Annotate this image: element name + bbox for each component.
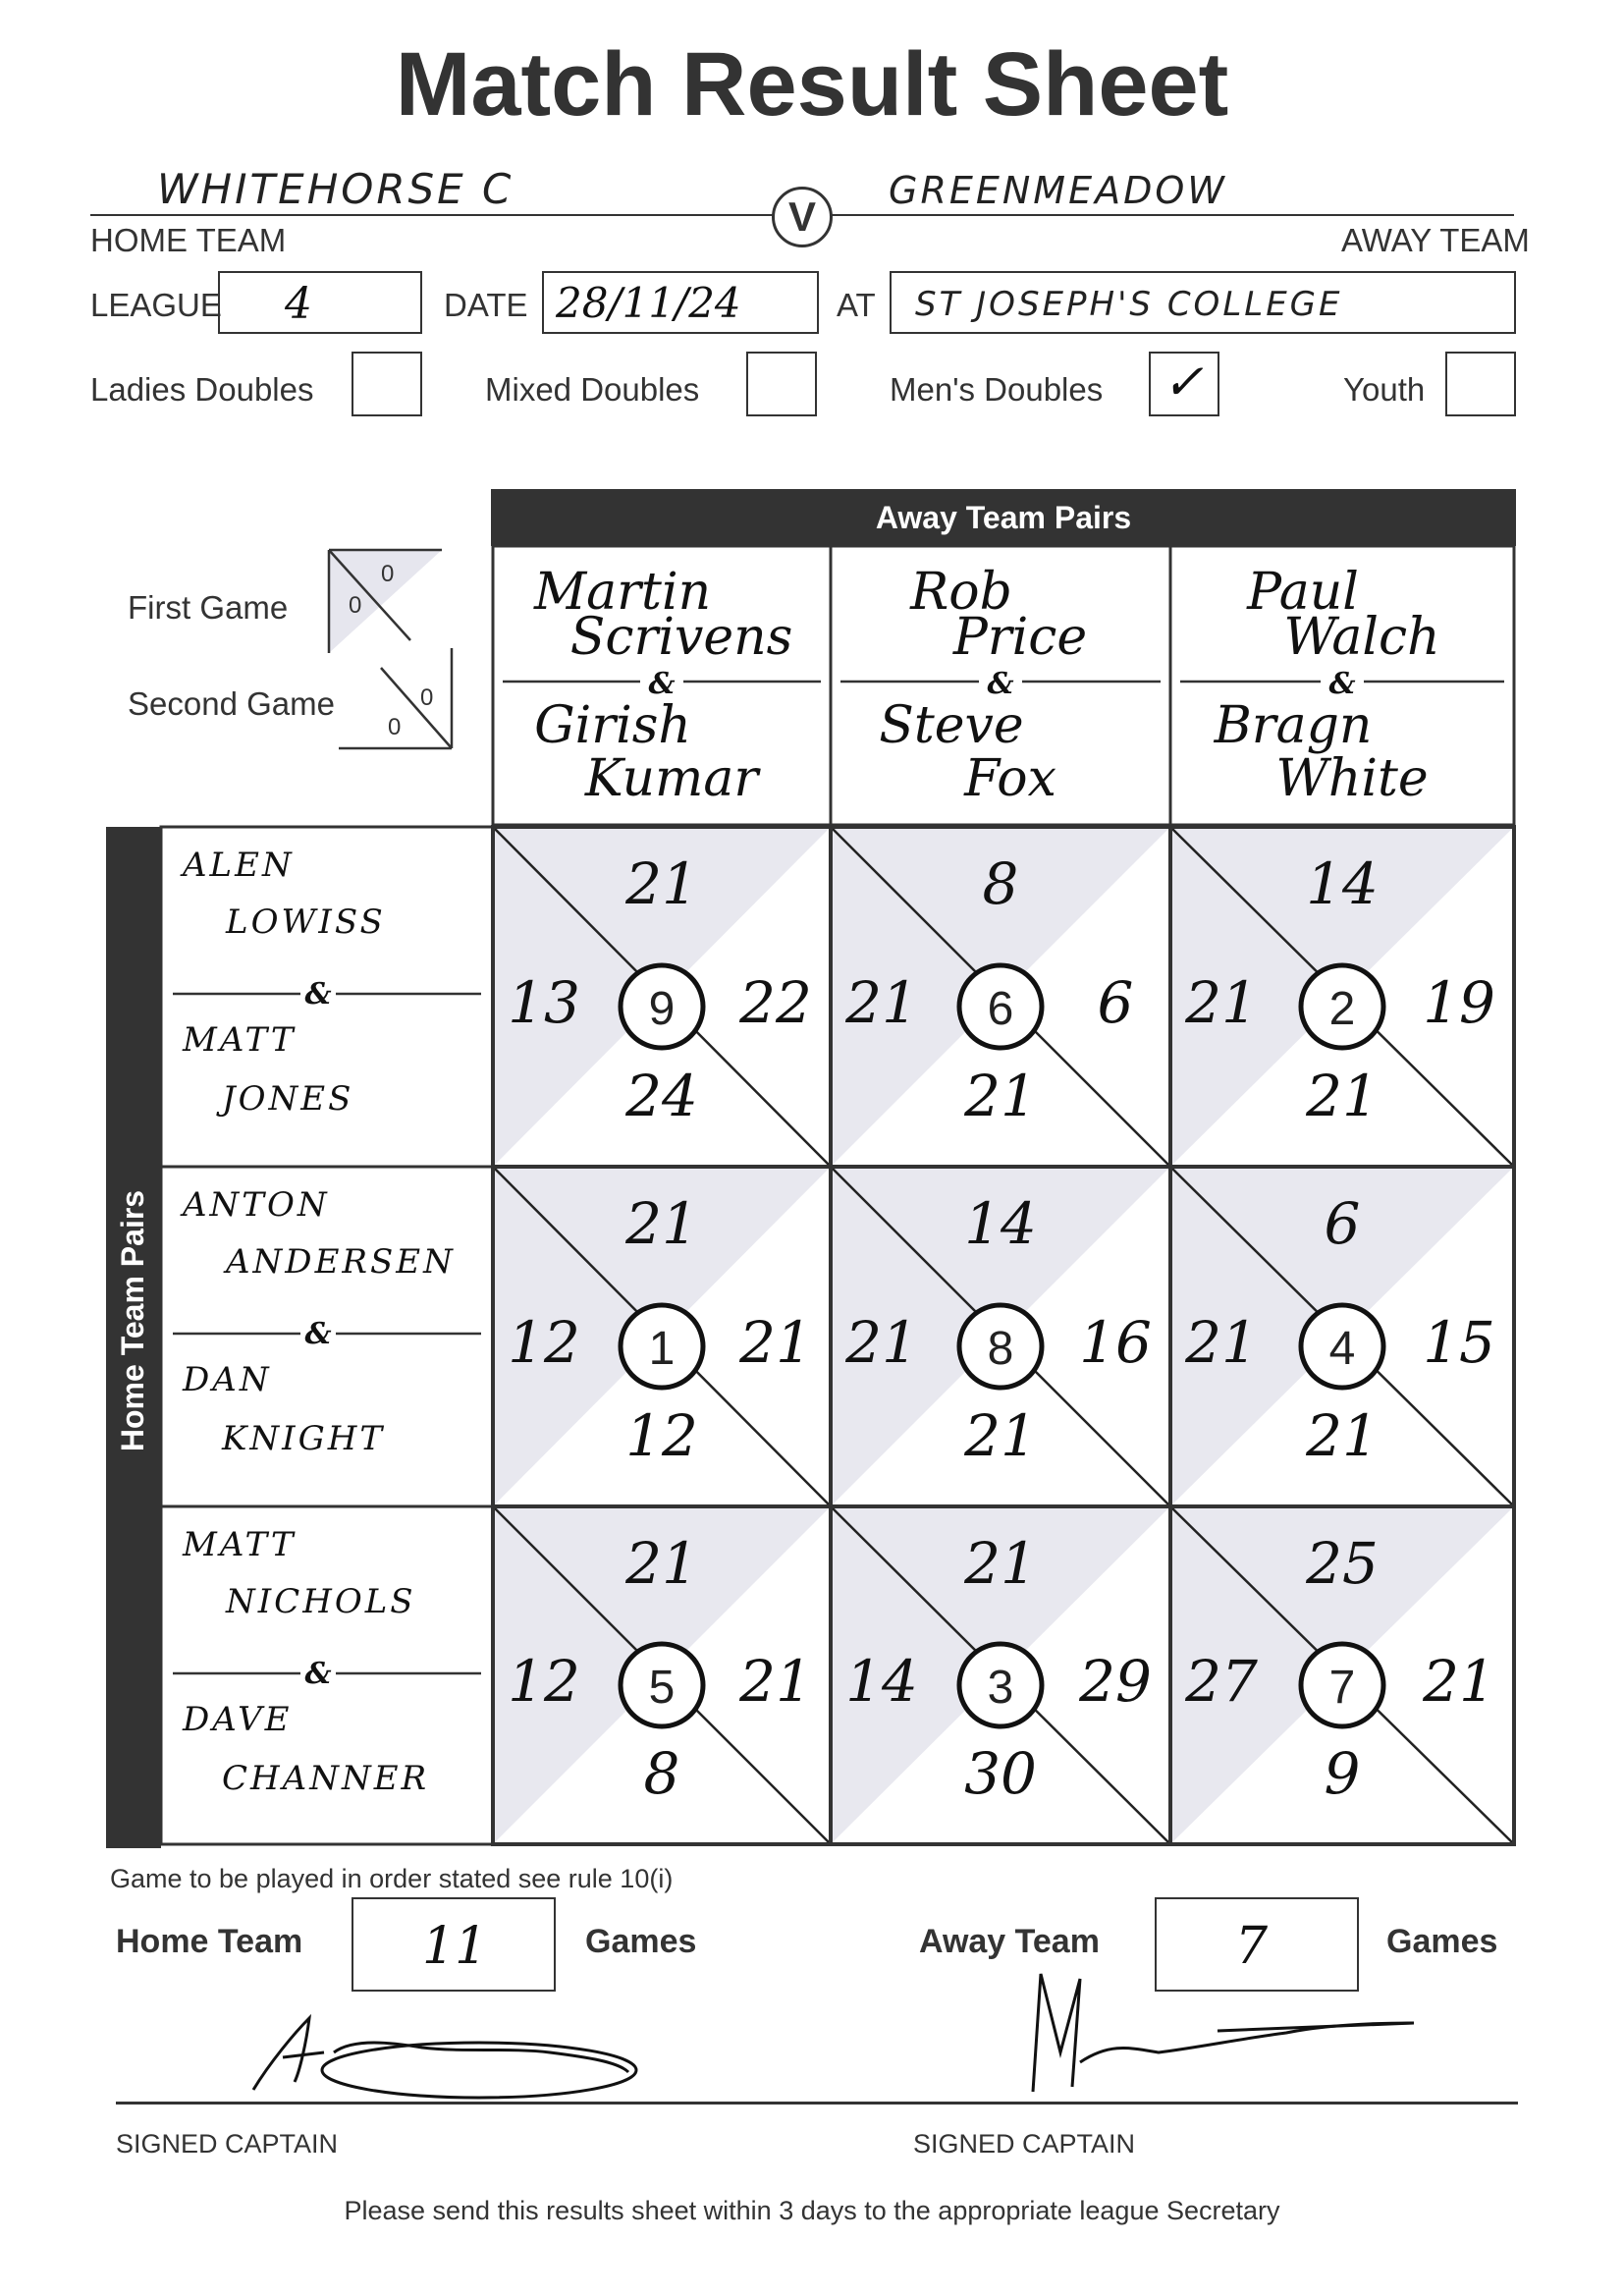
home-games-field[interactable]	[352, 1897, 556, 1992]
second-game-legend-icon	[339, 648, 452, 748]
first-game-home-score: 14	[1306, 850, 1379, 917]
rule-note: Game to be played in order stated see rule 10(i)	[110, 1864, 674, 1893]
away-pair-player2: Girish	[534, 696, 691, 755]
away-pair-ampersand: &	[1328, 667, 1356, 701]
home-team-label: HOME TEAM	[90, 222, 287, 258]
home-pair-player2-surname: CHANNER	[222, 1759, 430, 1798]
away-pair-player2-surname: White	[1275, 749, 1429, 808]
away-team-label: AWAY TEAM	[1341, 222, 1530, 258]
home-games-value: 11	[422, 1917, 488, 1976]
home-team-games-label: Home Team	[116, 1923, 303, 1960]
versus-badge: V	[772, 187, 833, 247]
ladies-doubles-label: Ladies Doubles	[90, 371, 314, 408]
legend-first-zero-top: 0	[381, 561, 395, 587]
home-pair-player2: DAVE	[183, 1700, 293, 1739]
away-pair-player2: Bragn	[1214, 696, 1373, 755]
away-signed-captain-label: SIGNED CAPTAIN	[913, 2129, 1136, 2159]
game-order-number: 5	[648, 1662, 676, 1714]
second-game-away-score: 21	[964, 1402, 1037, 1469]
first-game-away-score: 21	[1185, 1309, 1258, 1376]
away-team-pairs-heading: Away Team Pairs	[875, 500, 1132, 535]
second-game-home-score: 22	[739, 969, 812, 1036]
first-game-home-score: 14	[964, 1190, 1037, 1257]
home-pair-player2: MATT	[183, 1020, 297, 1060]
second-game-away-score: 21	[964, 1063, 1037, 1129]
away-games-field[interactable]	[1155, 1897, 1359, 1992]
game-order-number: 4	[1328, 1323, 1356, 1375]
first-game-legend-icon	[329, 550, 442, 653]
game-order-number: 2	[1328, 983, 1356, 1035]
home-pair-ampersand: &	[304, 1657, 332, 1691]
second-game-home-score: 16	[1079, 1309, 1152, 1376]
game-order-number: 7	[1328, 1662, 1356, 1714]
first-game-home-score: 21	[625, 850, 698, 917]
away-team-games-label: Away Team	[919, 1923, 1100, 1960]
second-game-home-score: 19	[1423, 969, 1495, 1036]
home-pair-ampersand: &	[304, 1317, 332, 1351]
first-game-away-score: 21	[845, 969, 918, 1036]
second-game-away-score: 21	[1306, 1402, 1379, 1469]
first-game-away-score: 12	[508, 1648, 580, 1715]
away-pair-player2-surname: Fox	[964, 749, 1056, 808]
first-game-away-score: 21	[845, 1309, 918, 1376]
away-pair-ampersand: &	[987, 667, 1014, 701]
second-game-away-score: 21	[1306, 1063, 1379, 1129]
home-pair-player1-surname: ANDERSEN	[226, 1242, 456, 1282]
home-pair-player1-surname: NICHOLS	[226, 1582, 416, 1621]
away-pair-player2: Steve	[879, 696, 1024, 755]
league-label: LEAGUE	[90, 287, 222, 323]
away-pair-player1-surname: Walch	[1283, 608, 1440, 667]
second-game-home-score: 21	[1423, 1648, 1495, 1715]
legend-first-zero-left: 0	[349, 592, 362, 619]
page-title: Match Result Sheet	[395, 34, 1229, 135]
youth-label: Youth	[1343, 371, 1426, 408]
second-game-home-score: 21	[739, 1648, 812, 1715]
away-games-value: 7	[1235, 1917, 1269, 1976]
game-order-number: 8	[987, 1323, 1014, 1375]
away-games-suffix: Games	[1386, 1923, 1498, 1960]
first-game-home-score: 21	[625, 1530, 698, 1597]
home-team-name[interactable]: WHITEHORSE C	[157, 165, 514, 213]
second-game-away-score: 8	[643, 1740, 680, 1807]
home-pair-player1: ALEN	[183, 846, 295, 885]
game-order-number: 9	[648, 983, 676, 1035]
game-order-number: 1	[648, 1323, 676, 1375]
first-game-home-score: 6	[1324, 1190, 1361, 1257]
second-game-away-score: 12	[625, 1402, 698, 1469]
home-pair-player1: ANTON	[183, 1185, 330, 1225]
game-order-number: 6	[987, 983, 1014, 1035]
home-team-pairs-heading: Home Team Pairs	[115, 1189, 150, 1452]
first-game-home-score: 21	[964, 1530, 1037, 1597]
first-game-away-score: 13	[508, 969, 580, 1036]
away-pair-player1-surname: Price	[952, 608, 1088, 667]
away-team-name[interactable]: GREENMEADOW	[889, 169, 1227, 212]
away-pair-player1: Rob	[910, 563, 1012, 622]
first-game-home-score: 25	[1306, 1530, 1379, 1597]
home-pair-player2-surname: JONES	[222, 1079, 354, 1119]
second-game-away-score: 9	[1324, 1740, 1361, 1807]
second-game-away-score: 30	[964, 1740, 1037, 1807]
second-game-legend-label: Second Game	[128, 685, 335, 722]
signature-line	[116, 2102, 1518, 2105]
home-pair-player1-surname: LOWISS	[226, 902, 386, 942]
second-game-home-score: 6	[1097, 969, 1134, 1036]
first-game-home-score: 21	[625, 1190, 698, 1257]
away-pair-ampersand: &	[648, 667, 676, 701]
first-game-away-score: 27	[1185, 1648, 1258, 1715]
first-game-legend-label: First Game	[128, 589, 289, 626]
away-pair-player1: Martin	[533, 563, 712, 622]
away-pair-player2-surname: Kumar	[584, 749, 759, 808]
league-value: 4	[285, 279, 312, 329]
legend-second-zero-left: 0	[388, 714, 402, 740]
at-label: AT	[837, 287, 876, 323]
legend-second-zero-top: 0	[420, 684, 434, 711]
first-game-away-score: 12	[508, 1309, 580, 1376]
home-signed-captain-label: SIGNED CAPTAIN	[116, 2129, 339, 2159]
send-note: Please send this results sheet within 3 days to the appropriate league Secretary	[344, 2196, 1280, 2225]
date-value: 28/11/24	[556, 279, 741, 327]
second-game-home-score: 15	[1423, 1309, 1495, 1376]
away-pair-player1: Paul	[1247, 563, 1359, 622]
home-games-suffix: Games	[585, 1923, 697, 1960]
second-game-home-score: 29	[1079, 1648, 1152, 1715]
first-game-away-score: 21	[1185, 969, 1258, 1036]
venue-value: ST JOSEPH'S COLLEGE	[915, 285, 1343, 324]
check-mark-icon: ✓	[1163, 354, 1204, 410]
first-game-away-score: 14	[845, 1648, 918, 1715]
away-pair-player1-surname: Scrivens	[569, 608, 793, 667]
home-pair-player1: MATT	[183, 1525, 297, 1564]
first-game-home-score: 8	[982, 850, 1019, 917]
date-label: DATE	[444, 287, 528, 323]
second-game-home-score: 21	[739, 1309, 812, 1376]
home-pair-player2: DAN	[183, 1360, 272, 1399]
second-game-away-score: 24	[625, 1063, 698, 1129]
game-order-number: 3	[987, 1662, 1014, 1714]
home-pair-ampersand: &	[304, 977, 332, 1011]
mens-doubles-label: Men's Doubles	[890, 371, 1104, 408]
home-pair-player2-surname: KNIGHT	[222, 1419, 386, 1458]
mixed-doubles-label: Mixed Doubles	[485, 371, 700, 408]
